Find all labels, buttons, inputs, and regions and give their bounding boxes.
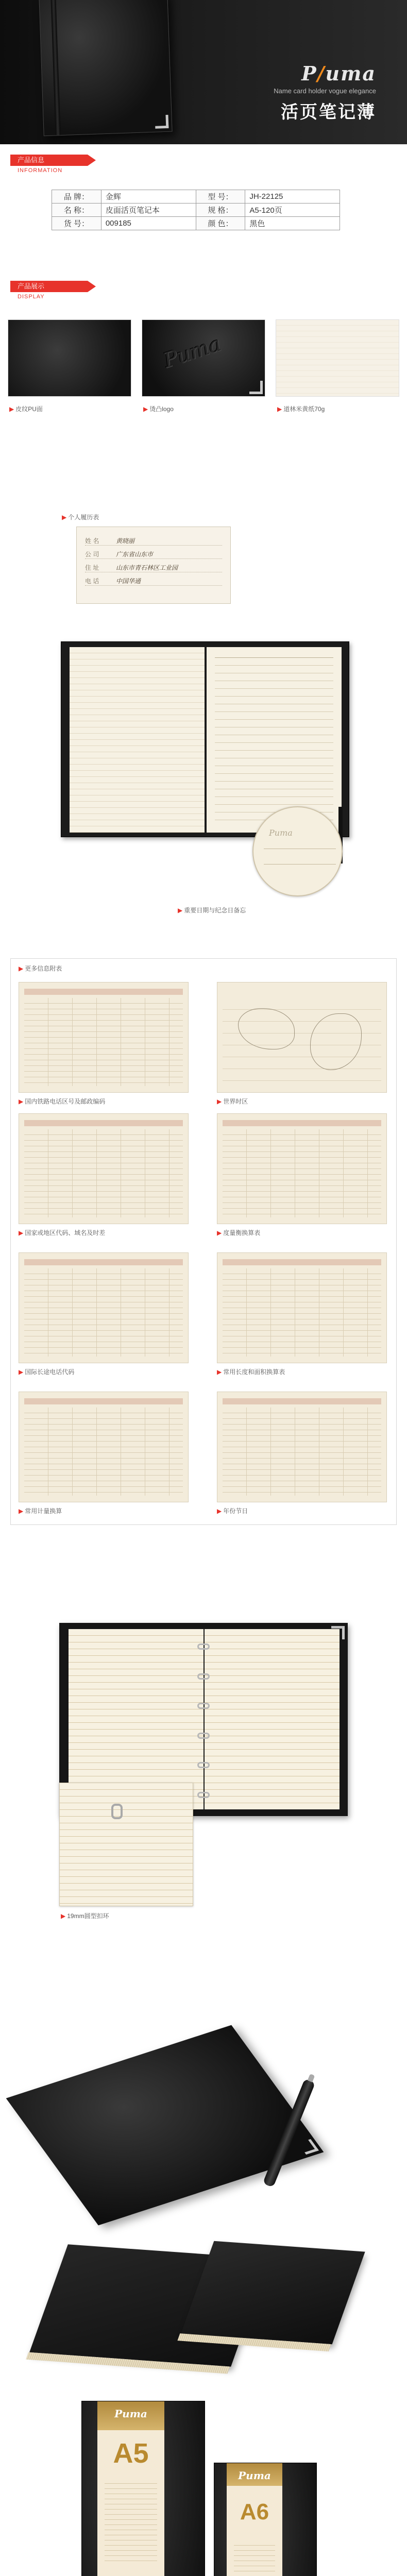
size-label: A5	[113, 2438, 149, 2469]
hero-banner	[0, 0, 407, 144]
right-page	[207, 647, 342, 833]
table-cell-value: 黑色	[245, 217, 340, 230]
paper-texture-image	[276, 319, 399, 397]
binder-rings	[197, 1643, 210, 1798]
thumb-caption: ▶ 常用长度和面积换算表	[217, 1368, 285, 1376]
metal-corner	[249, 381, 263, 394]
a6-package-photo	[214, 2463, 317, 2576]
binder-caption: ▶ 19mm圆型扣环	[61, 1912, 109, 1920]
section-badge: 产品展示	[10, 281, 88, 292]
table-cell-value: A5-120页	[245, 204, 340, 217]
ring-icon	[111, 1804, 123, 1819]
section-badge: 产品信息	[10, 155, 88, 166]
hero-brand-block	[274, 62, 376, 123]
notebook-caption: ▶ 重要日期与纪念日备忘	[178, 907, 246, 914]
left-page	[70, 647, 205, 833]
arrow-icon: ▶	[19, 965, 24, 972]
swatch-caption: ▶ 皮纹PU面	[9, 405, 43, 413]
table-cell-label: 货 号：	[52, 217, 101, 230]
table-row	[52, 190, 340, 204]
metal-corner	[298, 2139, 319, 2155]
swatch-caption: ▶ 烫凸logo	[143, 405, 174, 413]
a5-package-photo	[81, 2401, 205, 2576]
brand-logo: Puma	[114, 2408, 147, 2420]
arrow-icon: ▶	[217, 1098, 222, 1105]
table-cell-label: 规 格：	[196, 204, 245, 217]
section-header-info	[10, 155, 113, 177]
arrow-icon: ▶	[19, 1229, 24, 1236]
reference-page-thumb	[217, 1392, 387, 1502]
thumb-caption: ▶ 度量衡换算表	[217, 1229, 261, 1236]
product-info-table	[52, 190, 340, 230]
reference-page-thumb	[19, 1113, 189, 1224]
zoom-emboss-text: Puma	[269, 828, 293, 838]
reference-pages-panel	[10, 958, 397, 1525]
table-row	[52, 217, 340, 230]
callout-row: 姓 名 黄晓丽	[85, 532, 222, 546]
brand-logo: P/uma	[301, 62, 376, 85]
section-english: DISPLAY	[18, 294, 45, 300]
arrow-icon: ▶	[9, 405, 14, 413]
arrow-icon: ▶	[19, 1368, 24, 1376]
package-band	[227, 2463, 282, 2576]
size-label: A6	[240, 2499, 269, 2524]
embossed-logo: Puma	[160, 332, 224, 373]
table-cell-label: 颜 色：	[196, 217, 245, 230]
section-header-display	[10, 281, 113, 303]
table-cell-value: JH-22125	[245, 190, 340, 204]
leather-texture-image	[8, 319, 131, 397]
table-row	[52, 204, 340, 217]
arrow-icon: ▶	[143, 405, 148, 413]
thumb-caption: ▶ 常用计量换算	[19, 1507, 62, 1515]
arrow-icon: ▶	[19, 1098, 24, 1105]
callout-row: 电 话 中国华通	[85, 572, 222, 586]
reference-page-thumb	[19, 1252, 189, 1363]
hero-notebook-image	[39, 0, 172, 136]
thumb-caption: ▶ 国内铁路电话区号及邮政编码	[19, 1098, 106, 1105]
thumb-caption: ▶ 年份节日	[217, 1507, 248, 1515]
personal-info-callout	[76, 527, 231, 604]
table-cell-label: 名 称：	[52, 204, 101, 217]
arrow-icon: ▶	[217, 1507, 222, 1515]
reference-page-thumb	[217, 982, 387, 1093]
metal-corner	[331, 1626, 345, 1639]
panel-header: ▶ 更多信息附表	[19, 965, 62, 972]
arrow-icon: ▶	[62, 514, 67, 521]
table-cell-label: 品 牌：	[52, 190, 101, 204]
reference-page-thumb	[19, 1392, 189, 1502]
package-band	[97, 2401, 164, 2576]
callout-row: 公 司 广东省山东市	[85, 546, 222, 559]
section-english: INFORMATION	[18, 167, 63, 174]
table-cell-value: 皮面活页笔记本	[101, 204, 196, 217]
table-cell-value: 金辉	[101, 190, 196, 204]
notebook-stack-photo	[181, 2241, 365, 2344]
hero-title: 活页笔记薄	[281, 103, 376, 122]
binder-ring-zoom	[59, 1783, 193, 1906]
brand-logo: Puma	[238, 2469, 271, 2482]
reference-page-thumb	[19, 982, 189, 1093]
arrow-icon: ▶	[61, 1912, 66, 1920]
arrow-icon: ▶	[217, 1368, 222, 1376]
thumb-caption: ▶ 国家或地区代码、域名及时差	[19, 1229, 106, 1236]
arrow-icon: ▶	[178, 907, 183, 914]
arrow-icon: ▶	[19, 1507, 24, 1515]
reference-page-thumb	[217, 1113, 387, 1224]
thumb-caption: ▶ 世界时区	[217, 1098, 248, 1105]
callout-caption: ▶ 个人履历表	[62, 514, 99, 521]
table-cell-value: 009185	[101, 217, 196, 230]
arrow-icon: ▶	[277, 405, 282, 413]
table-cell-label: 型 号：	[196, 190, 245, 204]
callout-row: 住 址 山东市青石林区工业园	[85, 559, 222, 572]
embossed-logo-image	[142, 319, 265, 397]
hero-subtitle: Name card holder vogue elegance	[274, 87, 376, 95]
right-page	[205, 1629, 340, 1809]
metal-corner	[155, 115, 169, 129]
reference-page-thumb	[217, 1252, 387, 1363]
swatch-caption: ▶ 道林米黄纸70g	[277, 405, 325, 413]
zoom-detail-circle	[252, 806, 343, 896]
arrow-icon: ▶	[217, 1229, 222, 1236]
thumb-caption: ▶ 国际长途电话代码	[19, 1368, 75, 1376]
closed-notebook-photo	[6, 2025, 324, 2226]
